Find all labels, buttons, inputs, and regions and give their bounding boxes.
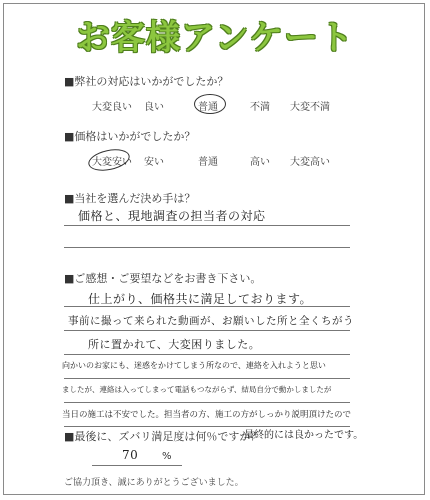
comment-rule — [64, 354, 350, 355]
support-selected-mark — [194, 94, 226, 114]
satisfaction-unit: % — [162, 451, 172, 462]
price-option-very-expensive[interactable]: 大変高い — [290, 157, 330, 168]
comment-line: 事前に撮って来られた動画が、お願いした所と全くちがう — [68, 315, 354, 327]
deciding-factor-answer: 価格と、現地調査の担当者の対応 — [78, 209, 266, 223]
question-deciding-factor: ■当社を選んだ決め手は？ — [64, 192, 196, 205]
comment-rule — [64, 402, 350, 403]
comment-rule — [64, 306, 350, 307]
survey-title: お客様アンケート — [76, 18, 354, 58]
answer-line — [64, 247, 350, 248]
question-satisfaction: ■最後に、ズバリ満足度は何％ですか？ — [64, 430, 262, 443]
price-option-expensive[interactable]: 高い — [250, 157, 270, 168]
support-option-good[interactable]: 良い — [144, 102, 164, 113]
price-option-cheap[interactable]: 安い — [144, 157, 164, 168]
footer-thanks: ご協力頂き、誠にありがとうございました。 — [64, 478, 244, 488]
answer-line — [64, 225, 350, 226]
question-comments: ■ご感想・ご要望などをお書き下さい。 — [64, 272, 262, 285]
comment-line-final: 最終的には良かったです。 — [244, 430, 364, 441]
comment-line: 所に置かれて、大変困りました。 — [88, 338, 261, 351]
comment-line: 当日の施工は不安でした。担当者の方、施工の方がしっかり説明頂けたので — [62, 410, 352, 420]
question-support: ■弊社の対応はいかがでしたか？ — [64, 75, 229, 88]
satisfaction-underline — [92, 465, 182, 466]
comment-rule — [64, 330, 350, 331]
price-option-average[interactable]: 普通 — [198, 157, 218, 168]
support-option-very-dissatisfied[interactable]: 大変不満 — [290, 102, 330, 113]
support-option-dissatisfied[interactable]: 不満 — [250, 102, 270, 113]
question-price: ■価格はいかがでしたか？ — [64, 130, 196, 143]
support-option-very-good[interactable]: 大変良い — [92, 102, 132, 113]
comment-line: ましたが、連絡は入ってしまって電話もつながらず、結局自分で動かしましたが — [62, 385, 332, 394]
comment-line: 向かいのお家にも、迷惑をかけてしまう所なので、連絡を入れようと思い — [62, 361, 326, 370]
satisfaction-value: 70 — [122, 448, 139, 462]
price-option-very-cheap[interactable]: 大変安い — [92, 157, 132, 168]
comment-line: 仕上がり、価格共に満足しております。 — [88, 292, 313, 306]
support-option-average[interactable]: 普通 — [198, 102, 218, 113]
comment-rule — [64, 378, 350, 379]
